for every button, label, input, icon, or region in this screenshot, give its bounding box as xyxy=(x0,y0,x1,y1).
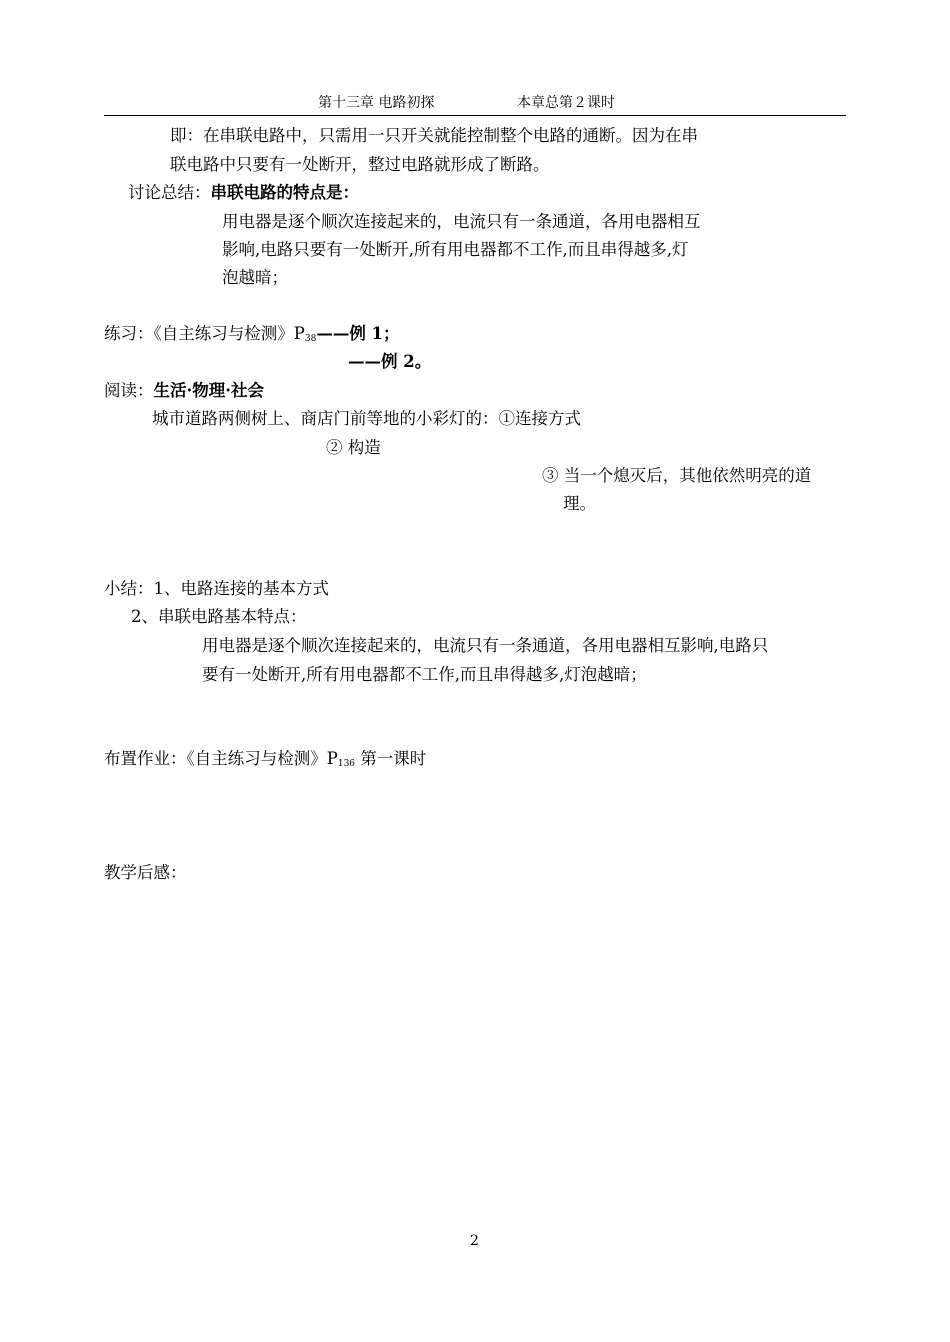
feature-line-1: 用电器是逐个顺次连接起来的，电流只有一条通道，各用电器相互 xyxy=(222,212,701,231)
header-lesson: 本章总第２课时 xyxy=(517,95,615,111)
practice-example-2-text: ——例 2。 xyxy=(348,352,432,371)
practice-example-2 xyxy=(348,352,431,372)
page-number: 2 xyxy=(470,1233,479,1249)
reading-item-3b: 理。 xyxy=(563,494,596,513)
summary-line-1: 小结：1、电路连接的基本方式 xyxy=(104,579,329,598)
reading-title: 生活·物理·社会 xyxy=(153,381,264,400)
homework-tail: 第一课时 xyxy=(355,749,427,768)
header-chapter: 第十三章 电路初探 xyxy=(318,95,435,111)
homework-page: 136 xyxy=(337,759,356,769)
discussion-title: 串联电路的特点是： xyxy=(210,183,359,202)
intro-line-2: 联电路中只要有一处断开，整过电路就形成了断路。 xyxy=(170,155,550,174)
reading-item-3a: ③ 当一个熄灭后，其他依然明亮的道 xyxy=(542,466,812,485)
reading-heading xyxy=(104,381,264,401)
homework-line xyxy=(104,749,426,770)
discussion-heading xyxy=(128,183,359,203)
summary-text-1: 用电器是逐个顺次连接起来的，电流只有一条通道，各用电器相互影响,电路只 xyxy=(202,636,769,655)
discussion-label: 讨论总结： xyxy=(128,183,211,202)
header-rule xyxy=(104,115,846,116)
reading-intro: 城市道路两侧树上、商店门前等地的小彩灯的：①连接方式 xyxy=(152,409,581,428)
reading-label: 阅读： xyxy=(104,381,154,400)
intro-line-1: 即：在串联电路中，只需用一只开关就能控制整个电路的通断。因为在串 xyxy=(170,126,698,145)
practice-page: 38 xyxy=(304,334,317,344)
practice-label: 练习：《自主练习与检测》P xyxy=(104,324,305,343)
summary-text-2: 要有一处断开,所有用电器都不工作,而且串得越多,灯泡越暗； xyxy=(202,665,647,684)
summary-line-2: 2、串联电路基本特点： xyxy=(131,607,307,626)
reading-item-2: ② 构造 xyxy=(326,438,381,457)
homework-label: 布置作业：《自主练习与检测》P xyxy=(104,749,338,768)
practice-example-1: ——例 1； xyxy=(316,324,400,343)
feature-line-3: 泡越暗； xyxy=(222,268,288,287)
practice-line xyxy=(104,324,400,345)
teaching-reflection: 教学后感： xyxy=(104,863,187,882)
feature-line-2: 影响,电路只要有一处断开,所有用电器都不工作,而且串得越多,灯 xyxy=(222,240,689,259)
